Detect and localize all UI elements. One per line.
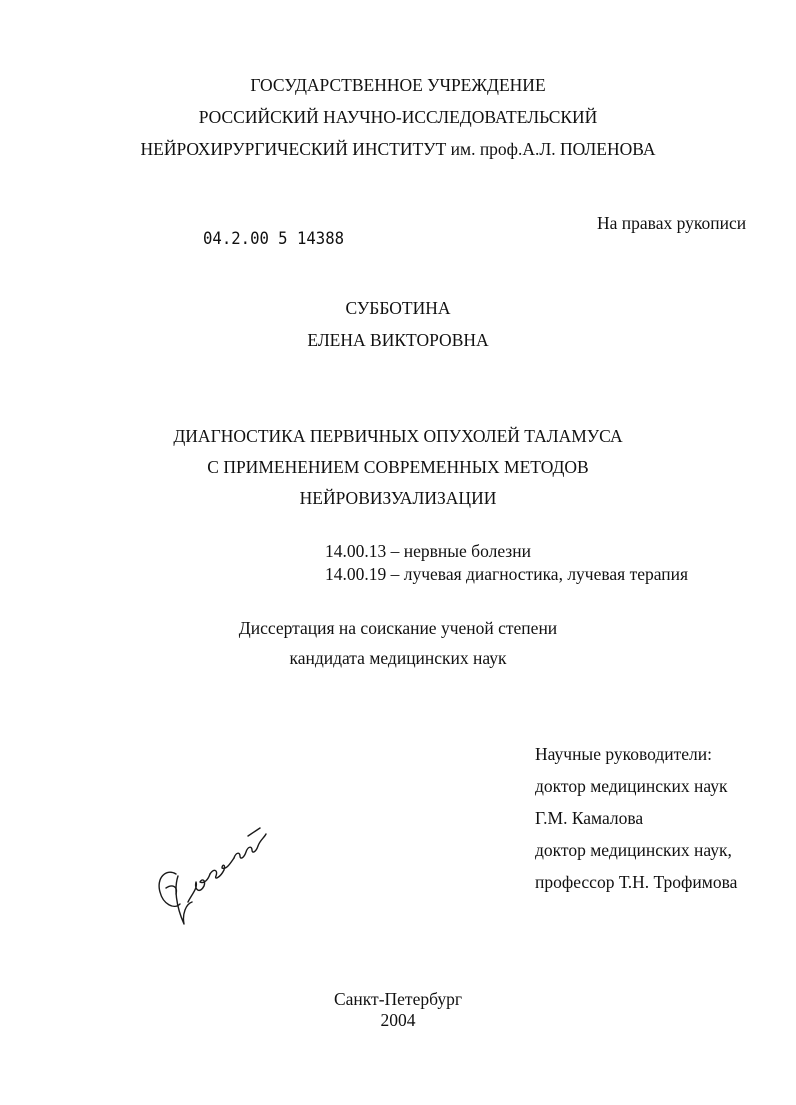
- specialty-2: 14.00.19 – лучевая диагностика, лучевая терапия: [325, 564, 689, 584]
- stamp-prefix: 04.2.00: [203, 229, 269, 249]
- signature-b-stroke: [188, 874, 210, 902]
- signature-tail-stroke: [234, 834, 266, 858]
- institution-line-2: РОССИЙСКИЙ НАУЧНО-ИССЛЕДОВАТЕЛЬСКИЙ: [198, 107, 598, 127]
- supervisor-line-2: Г.М. Камалова: [535, 808, 644, 828]
- degree-line-2: кандидата медицинских наук: [289, 648, 507, 668]
- supervisor-line-1: доктор медицинских наук: [535, 776, 728, 796]
- city: Санкт-Петербург: [333, 989, 463, 1009]
- supervisor-line-4: профессор Т.Н. Трофимова: [535, 872, 738, 892]
- signature-middle-stroke: [210, 858, 234, 878]
- year: 2004: [380, 1010, 416, 1030]
- manuscript-note: На правах рукописи: [597, 213, 747, 233]
- handwritten-signature: [148, 818, 278, 933]
- author-given-name: ЕЛЕНА ВИКТОРОВНА: [307, 330, 489, 350]
- institution-line-1: ГОСУДАРСТВЕННОЕ УЧРЕЖДЕНИЕ: [250, 75, 546, 95]
- stamp-number: 5 14388: [278, 229, 345, 249]
- title-line-2: С ПРИМЕНЕНИЕМ СОВРЕМЕННЫХ МЕТОДОВ: [207, 457, 589, 477]
- supervisors-heading: Научные руководители:: [535, 744, 712, 764]
- title-line-1: ДИАГНОСТИКА ПЕРВИЧНЫХ ОПУХОЛЕЙ ТАЛАМУСА: [173, 426, 623, 446]
- signature-inner-stroke: [166, 886, 176, 894]
- title-line-3: НЕЙРОВИЗУАЛИЗАЦИИ: [299, 488, 497, 508]
- supervisor-line-3: доктор медицинских наук,: [535, 840, 732, 860]
- author-surname: СУББОТИНА: [345, 298, 451, 318]
- degree-line-1: Диссертация на соискание ученой степени: [238, 618, 558, 638]
- archive-stamp: [203, 229, 344, 249]
- institution-line-3: НЕЙРОХИРУРГИЧЕСКИЙ ИНСТИТУТ им. проф.А.Л. ПОЛЕНОВА: [140, 139, 656, 159]
- specialty-1: 14.00.13 – нервные болезни: [325, 541, 531, 561]
- signature-accent-stroke: [248, 828, 260, 836]
